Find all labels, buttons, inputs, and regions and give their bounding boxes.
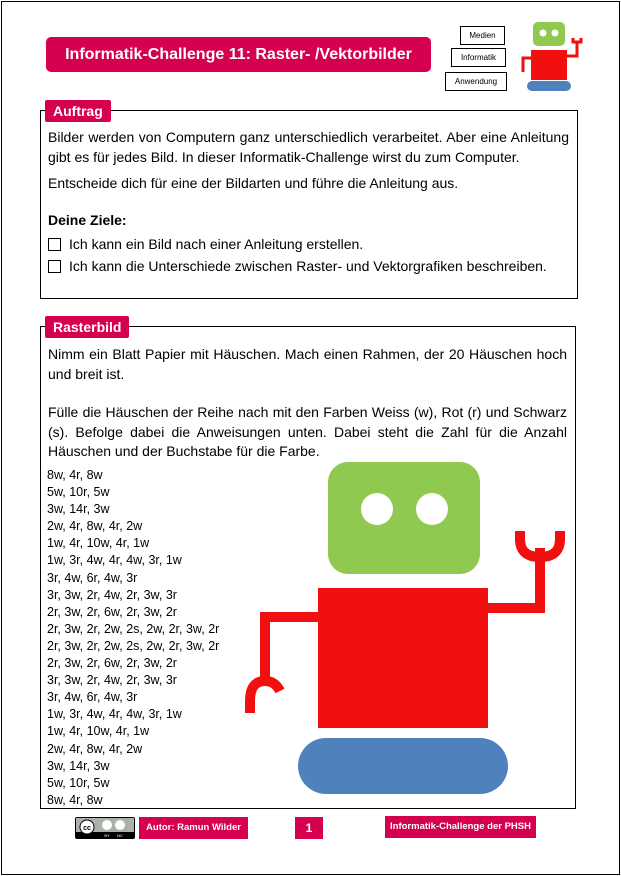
instruction-row: 1w, 4r, 10w, 4r, 1w (47, 536, 150, 551)
instruction-list (47, 467, 219, 809)
instruction-row: 3w, 14r, 3w (47, 502, 110, 517)
svg-text:NC: NC (117, 833, 123, 838)
goal-label: Ich kann die Unterschiede zwischen Raster- und Vektorgrafiken beschreiben. (69, 258, 547, 274)
instruction-row: 2w, 4r, 8w, 4r, 2w (47, 519, 143, 534)
instruction-row: 2r, 3w, 2r, 2w, 2s, 2w, 2r, 3w, 2r (47, 638, 220, 653)
instruction-row: 3w, 14r, 3w (47, 758, 110, 773)
goal-item (48, 236, 569, 252)
instruction-row: 2w, 4r, 8w, 4r, 2w (47, 741, 143, 756)
series-label: Informatik-Challenge der PHSH (385, 816, 536, 838)
raster-text-2: Fülle die Häuschen der Reihe nach mit den Farben Weiss (w), Rot (r) und Schwarz (s). Befolge dabei die Anweisungen unten. Dabei steht die Zahl für die Anzahl Häuschen und der Buchstabe für die Farbe. (48, 404, 567, 459)
instruction-row: 8w, 4r, 8w (47, 792, 103, 807)
auftrag-text-1: Bilder werden von Computern ganz unterschiedlich verarbeitet. Aber eine Anleitung gibt es für jedes Bild. In dieser Informatik-Challenge wirst du zum Computer. (48, 129, 569, 165)
checkbox[interactable] (48, 260, 61, 273)
instruction-row: 1w, 4r, 10w, 4r, 1w (47, 724, 150, 739)
instruction-row: 3r, 3w, 2r, 4w, 2r, 3w, 3r (47, 673, 177, 688)
tag-medien: Medien (460, 26, 505, 45)
rasterbild-label: Rasterbild (45, 316, 129, 338)
instruction-row: 3r, 4w, 6r, 4w, 3r (47, 690, 138, 705)
author-label: Autor: Ramun Wilder (139, 817, 248, 839)
goal-label: Ich kann ein Bild nach einer Anleitung erstellen. (69, 236, 364, 252)
instruction-row: 2r, 3w, 2r, 2w, 2s, 2w, 2r, 3w, 2r (47, 621, 220, 636)
robot-image (245, 453, 575, 805)
auftrag-box (40, 110, 578, 299)
tag-anwendung: Anwendung (445, 72, 507, 91)
cc-license-badge (75, 817, 135, 839)
robot-logo (515, 18, 590, 93)
tag-informatik: Informatik (451, 48, 506, 67)
page-number: 1 (295, 817, 323, 839)
page-title: Informatik-Challenge 11: Raster- /Vektorbilder (46, 37, 431, 72)
instruction-row: 2r, 3w, 2r, 6w, 2r, 3w, 2r (47, 656, 177, 671)
svg-text:BY: BY (104, 833, 110, 838)
auftrag-label: Auftrag (45, 100, 111, 122)
instruction-row: 8w, 4r, 8w (47, 468, 103, 482)
goal-item (48, 258, 569, 274)
raster-text-1: Nimm ein Blatt Papier mit Häuschen. Mach einen Rahmen, der 20 Häuschen hoch und breit ist. (48, 346, 567, 382)
checkbox[interactable] (48, 238, 61, 251)
instruction-row: 5w, 10r, 5w (47, 485, 110, 500)
goals-title: Deine Ziele: (48, 211, 127, 228)
instruction-row: 2r, 3w, 2r, 6w, 2r, 3w, 2r (47, 604, 177, 619)
instruction-row: 3r, 3w, 2r, 4w, 2r, 3w, 3r (47, 587, 177, 602)
svg-text:cc: cc (83, 825, 91, 832)
instruction-row: 5w, 10r, 5w (47, 775, 110, 790)
instruction-row: 3r, 4w, 6r, 4w, 3r (47, 570, 138, 585)
instruction-row: 1w, 3r, 4w, 4r, 4w, 3r, 1w (47, 553, 182, 568)
auftrag-text-2: Entscheide dich für eine der Bildarten und führe die Anleitung aus. (48, 175, 459, 191)
instruction-row: 1w, 3r, 4w, 4r, 4w, 3r, 1w (47, 707, 182, 722)
